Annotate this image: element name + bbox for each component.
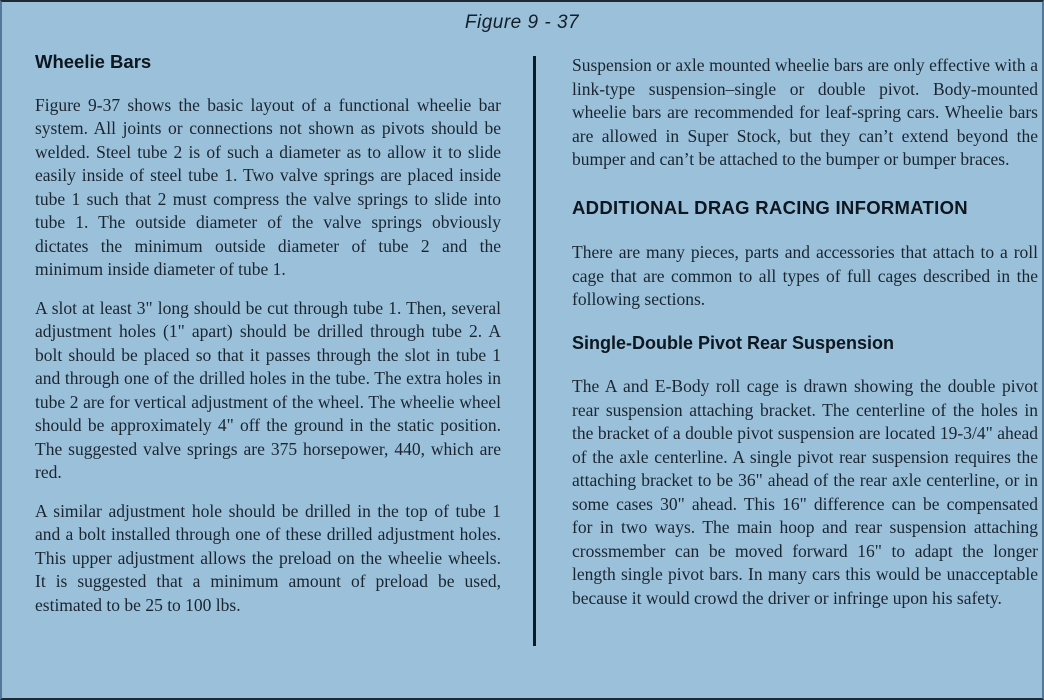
paragraph-roll-cage-accessories: There are many pieces, parts and accessories that attach to a roll cage that are common to all types of full cages described in the following sections.	[572, 242, 1038, 309]
right-column	[572, 54, 1038, 625]
column-divider	[533, 56, 536, 646]
paragraph-slot-adjustment: A slot at least 3" long should be cut through tube 1. Then, several adjustment holes (1" apart) should be drilled through tube 2. A bolt should be placed so that it passes through the slot in tube 1 and through one of the drilled holes in the tube. The extra holes in tube 2 are for vertical adjustment of the wheel. The wheelie wheel should be approximately 4" off the ground in the static position. The suggested valve springs are 375 horsepower, 440, which are red.	[35, 297, 501, 482]
left-column-heading: Wheelie Bars	[35, 51, 152, 72]
paragraph-wheelie-layout: Figure 9-37 shows the basic layout of a functional wheelie bar system. All joints or connections not shown as pivots should be welded. Steel tube 2 is of such a diameter as to allow it to slide easily inside of steel tube 1. Two valve springs are placed inside tube 1 such that 2 must compress the valve springs to slide into tube 1. The outside diameter of the valve springs obviously dictates the minimum outside diameter of tube 2 and the minimum inside diameter of tube 1.	[35, 94, 501, 279]
paragraph-suspension-mounted: Suspension or axle mounted wheelie bars are only effective with a link-type suspension–single or double pivot. Body-mounted wheelie bars are recommended for leaf-spring cars. Wheelie bars are allowed in Super Stock, but they can’t extend beyond the bumper and can’t be attached to the bumper or bumper braces.	[572, 55, 1038, 169]
paragraph-upper-adjustment: A similar adjustment hole should be drilled in the top of tube 1 and a bolt installed through one of these drilled adjustment holes. This upper adjustment allows the preload on the wheelie wheels. It is suggested that a minimum amount of preload be used, estimated to be 25 to 100 lbs.	[35, 500, 501, 615]
left-column	[35, 50, 501, 632]
section-heading-additional-info: ADDITIONAL DRAG RACING INFORMATION	[572, 196, 968, 218]
paragraph-pivot-bracket-detail: The A and E-Body roll cage is drawn showing the double pivot rear suspension attaching bracket. The centerline of the holes in the bracket of a double pivot suspension are located 19-3/4" ahead of the axle centerline. A single pivot rear suspension requires the attaching bracket to be 36" ahead of the rear axle centerline, or in some cases 30" ahead. This 16" difference can be compensated for in two ways. The main hoop and rear suspension attaching crossmember can be moved forward 16" to adapt the longer length single pivot bars. In many cars this would be unacceptable because it would crowd the driver or infringe upon his safety.	[572, 376, 1038, 608]
figure-caption: Figure 9 - 37	[464, 12, 580, 33]
subsection-heading-pivot-suspension: Single-Double Pivot Rear Suspension	[572, 332, 895, 353]
